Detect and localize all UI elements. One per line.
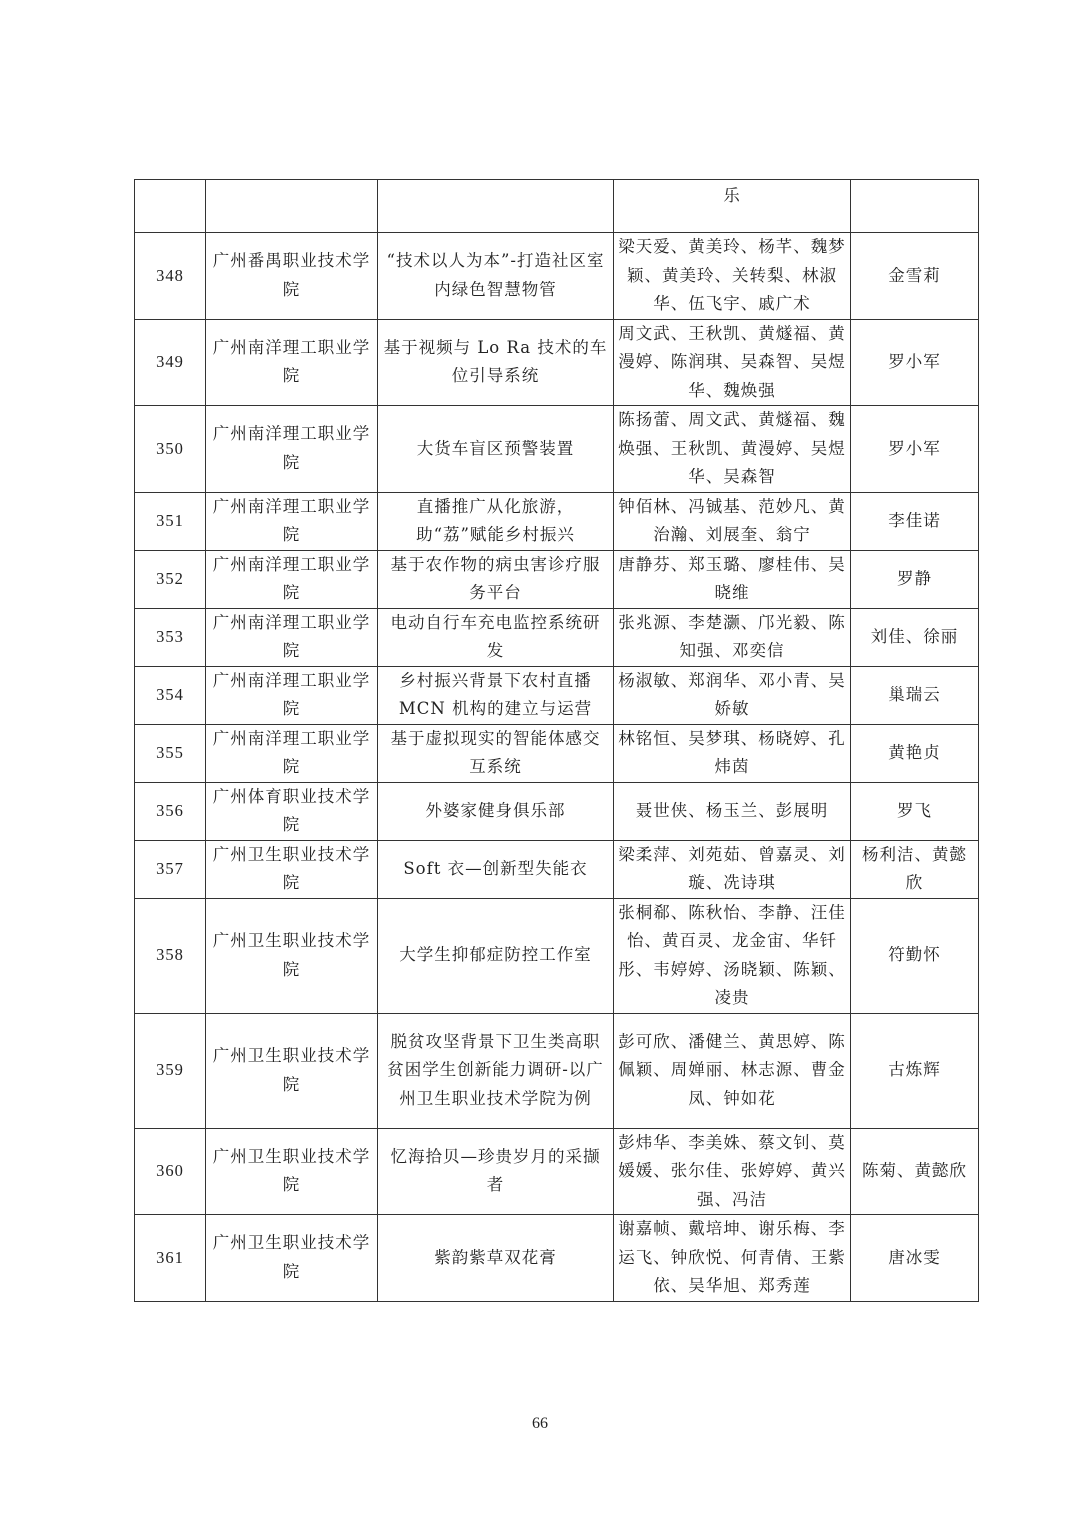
school-cell: 广州南洋理工职业学院	[206, 550, 378, 608]
project-cell: 基于农作物的病虫害诊疗服务平台	[378, 550, 614, 608]
project-cell	[378, 180, 614, 233]
table-row	[135, 1128, 979, 1215]
row-number-cell: 353	[135, 608, 206, 666]
members-cell: 林铭恒、吴梦琪、杨晓婷、孔炜茵	[614, 724, 851, 782]
advisor-cell: 罗静	[851, 550, 979, 608]
row-number-cell: 357	[135, 840, 206, 898]
table-row	[135, 782, 979, 840]
project-cell: 电动自行车充电监控系统研发	[378, 608, 614, 666]
advisor-cell: 罗小军	[851, 319, 979, 406]
members-cell: 钟佰林、冯铖基、范妙凡、黄治瀚、刘展奎、翁宁	[614, 492, 851, 550]
school-cell: 广州南洋理工职业学院	[206, 319, 378, 406]
row-number-cell: 355	[135, 724, 206, 782]
members-cell: 彭可欣、潘健兰、黄思婷、陈佩颖、周婵丽、林志源、曹金凤、钟如花	[614, 1013, 851, 1128]
advisor-cell: 巢瑞云	[851, 666, 979, 724]
table-row	[135, 180, 979, 233]
table-row	[135, 724, 979, 782]
table-row	[135, 898, 979, 1013]
project-cell: 忆海拾贝—珍贵岁月的采撷者	[378, 1128, 614, 1215]
members-cell: 谢嘉帧、戴培坤、谢乐梅、李运飞、钟欣悦、何青倩、王紫依、吴华旭、郑秀莲	[614, 1215, 851, 1302]
table-row	[135, 319, 979, 406]
members-cell: 周文武、王秋凯、黄燧福、黄漫婷、陈润琪、吴森智、吴煜华、魏焕强	[614, 319, 851, 406]
awards-table	[134, 179, 979, 1302]
school-cell: 广州卫生职业技术学院	[206, 1215, 378, 1302]
school-cell: 广州南洋理工职业学院	[206, 724, 378, 782]
project-cell: 大货车盲区预警装置	[378, 406, 614, 493]
table-row	[135, 608, 979, 666]
project-cell: 直播推广从化旅游，助“荔”赋能乡村振兴	[378, 492, 614, 550]
advisor-cell: 金雪莉	[851, 233, 979, 320]
school-cell: 广州卫生职业技术学院	[206, 1128, 378, 1215]
advisor-cell: 陈菊、黄懿欣	[851, 1128, 979, 1215]
project-cell: 基于视频与 Lo Ra 技术的车位引导系统	[378, 319, 614, 406]
members-cell: 聂世侠、杨玉兰、彭展明	[614, 782, 851, 840]
table-row	[135, 666, 979, 724]
advisor-cell	[851, 180, 979, 233]
table-row	[135, 840, 979, 898]
advisor-cell: 唐冰雯	[851, 1215, 979, 1302]
row-number-cell: 348	[135, 233, 206, 320]
members-cell: 张桐郗、陈秋怡、李静、汪佳怡、黄百灵、龙金宙、华钎彤、韦婷婷、汤晓颖、陈颖、凌贵	[614, 898, 851, 1013]
members-cell: 乐	[614, 180, 851, 233]
advisor-cell: 罗小军	[851, 406, 979, 493]
row-number-cell: 358	[135, 898, 206, 1013]
project-cell: 脱贫攻坚背景下卫生类高职贫困学生创新能力调研-以广州卫生职业技术学院为例	[378, 1013, 614, 1128]
row-number-cell: 359	[135, 1013, 206, 1128]
project-cell: 外婆家健身俱乐部	[378, 782, 614, 840]
advisor-cell: 罗飞	[851, 782, 979, 840]
project-cell: 大学生抑郁症防控工作室	[378, 898, 614, 1013]
advisor-cell: 杨利洁、黄懿欣	[851, 840, 979, 898]
school-cell: 广州南洋理工职业学院	[206, 666, 378, 724]
members-cell: 梁柔萍、刘苑茹、曾嘉灵、刘璇、冼诗琪	[614, 840, 851, 898]
school-cell: 广州番禺职业技术学院	[206, 233, 378, 320]
members-cell: 梁天爱、黄美玲、杨芊、魏梦颖、黄美玲、关转梨、林淑华、伍飞宇、戚广术	[614, 233, 851, 320]
members-cell: 杨淑敏、郑润华、邓小青、吴娇敏	[614, 666, 851, 724]
row-number-cell: 350	[135, 406, 206, 493]
table-row	[135, 492, 979, 550]
table-row	[135, 1013, 979, 1128]
row-number-cell: 352	[135, 550, 206, 608]
school-cell: 广州卫生职业技术学院	[206, 898, 378, 1013]
row-number-cell: 349	[135, 319, 206, 406]
school-cell: 广州南洋理工职业学院	[206, 406, 378, 493]
project-cell: 乡村振兴背景下农村直播 MCN 机构的建立与运营	[378, 666, 614, 724]
table-row	[135, 406, 979, 493]
advisor-cell: 古炼辉	[851, 1013, 979, 1128]
row-number-cell: 361	[135, 1215, 206, 1302]
school-cell: 广州卫生职业技术学院	[206, 1013, 378, 1128]
row-number-cell	[135, 180, 206, 233]
project-cell: 紫韵紫草双花膏	[378, 1215, 614, 1302]
school-cell: 广州南洋理工职业学院	[206, 608, 378, 666]
row-number-cell: 354	[135, 666, 206, 724]
members-cell: 彭炜华、李美姝、蔡文钊、莫媛媛、张尔佳、张婷婷、黄兴强、冯洁	[614, 1128, 851, 1215]
project-cell: “技术以人为本”-打造社区室内绿色智慧物管	[378, 233, 614, 320]
project-cell: 基于虚拟现实的智能体感交互系统	[378, 724, 614, 782]
members-cell: 陈扬蕾、周文武、黄燧福、魏焕强、王秋凯、黄漫婷、吴煜华、吴森智	[614, 406, 851, 493]
project-cell: Soft 衣—创新型失能衣	[378, 840, 614, 898]
row-number-cell: 360	[135, 1128, 206, 1215]
school-cell	[206, 180, 378, 233]
table-row	[135, 1215, 979, 1302]
page-number: 66	[532, 1415, 548, 1432]
row-number-cell: 351	[135, 492, 206, 550]
row-number-cell: 356	[135, 782, 206, 840]
advisor-cell: 李佳诺	[851, 492, 979, 550]
advisor-cell: 符勤怀	[851, 898, 979, 1013]
school-cell: 广州卫生职业技术学院	[206, 840, 378, 898]
school-cell: 广州南洋理工职业学院	[206, 492, 378, 550]
advisor-cell: 黄艳贞	[851, 724, 979, 782]
members-cell: 唐静芬、郑玉璐、廖桂伟、吴晓维	[614, 550, 851, 608]
advisor-cell: 刘佳、徐丽	[851, 608, 979, 666]
school-cell: 广州体育职业技术学院	[206, 782, 378, 840]
members-cell: 张兆源、李楚灏、邝光毅、陈知强、邓奕信	[614, 608, 851, 666]
table-row	[135, 233, 979, 320]
table-row	[135, 550, 979, 608]
